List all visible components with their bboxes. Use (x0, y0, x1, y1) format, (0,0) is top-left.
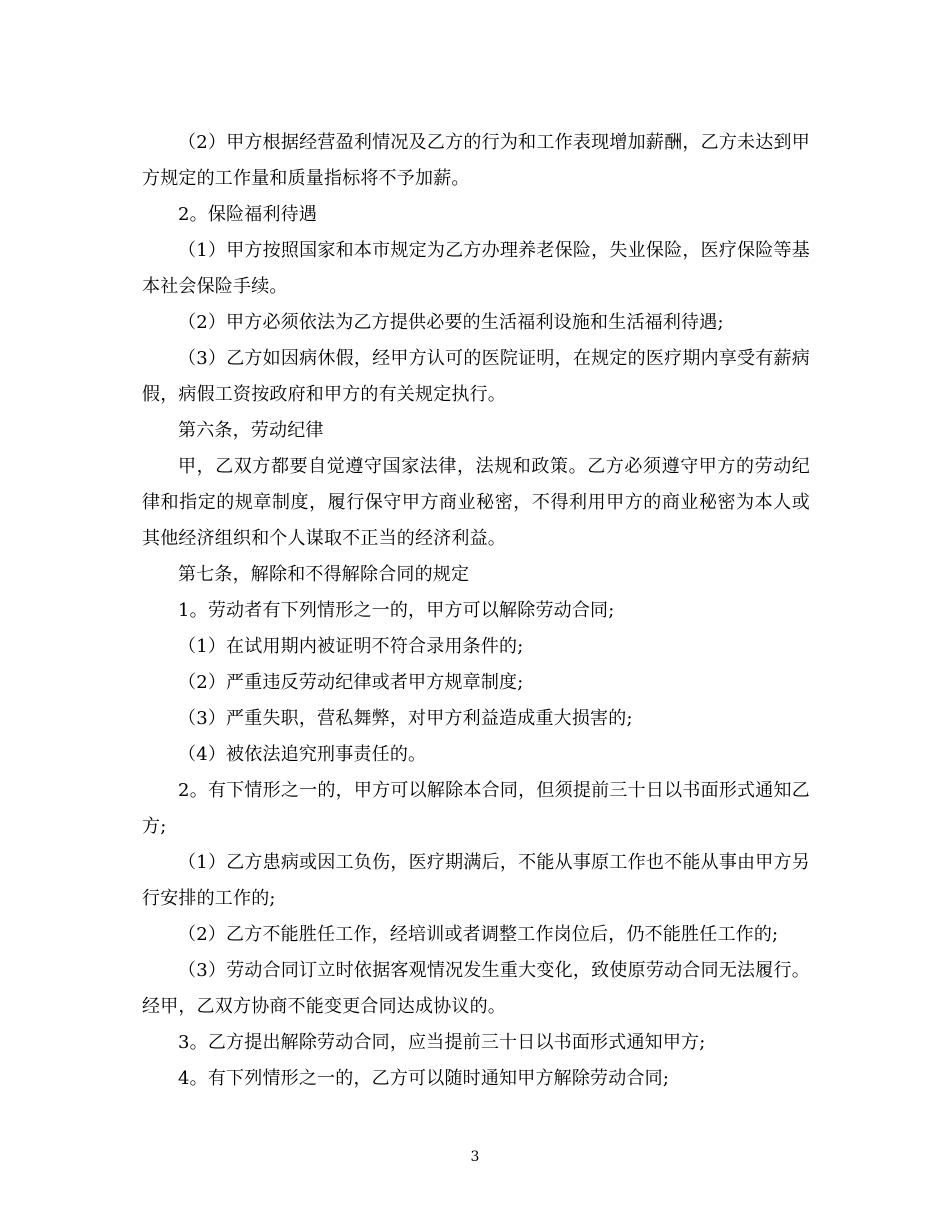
list-item-discipline-violation: （2）严重违反劳动纪律或者甲方规章制度; (178, 672, 524, 693)
list-item-incompetence: （2）乙方不能胜任工作，经培训或者调整工作岗位后，仍不能胜任工作的; (178, 924, 779, 945)
heading-article-six: 第六条，劳动纪律 (178, 420, 324, 441)
paragraph-welfare-facilities: （2）甲方必须依法为乙方提供必要的生活福利设施和生活福利待遇; (178, 312, 724, 333)
paragraph-employee-resignation: 3。乙方提出解除劳动合同，应当提前三十日以书面形式通知甲方; (178, 1032, 706, 1053)
list-item-illness-injury: （1）乙方患病或因工负伤，医疗期满后，不能从事原工作也不能从事由甲方另行安排的工作的; (142, 852, 810, 909)
page-number: 3 (470, 1149, 480, 1165)
paragraph-salary-increase: （2）甲方根据经营盈利情况及乙方的行为和工作表现增加薪酬，乙方未达到甲方规定的工作量和质量指标将不予加薪。 (142, 132, 810, 189)
list-item-circumstance-change: （3）劳动合同订立时依据客观情况发生重大变化，致使原劳动合同无法履行。经甲，乙双方协商不能变更合同达成协议的。 (142, 960, 810, 1017)
paragraph-termination-conditions: 1。劳动者有下列情形之一的，甲方可以解除劳动合同; (178, 600, 615, 621)
list-item-criminal-liability: （4）被依法追究刑事责任的。 (178, 744, 427, 765)
document-body (142, 125, 810, 1097)
list-item-misconduct: （3）严重失职，营私舞弊，对甲方利益造成重大损害的; (178, 708, 633, 729)
heading-insurance-benefits: 2。保险福利待遇 (178, 204, 318, 225)
paragraph-sick-leave: （3）乙方如因病休假，经甲方认可的医院证明，在规定的医疗期内享受有薪病假，病假工资按政府和甲方的有关规定执行。 (142, 348, 810, 405)
paragraph-social-insurance: （1）甲方按照国家和本市规定为乙方办理养老保险，失业保险，医疗保险等基本社会保险手续。 (142, 240, 810, 297)
heading-article-seven: 第七条，解除和不得解除合同的规定 (178, 564, 470, 585)
paragraph-labor-discipline: 甲，乙双方都要自觉遵守国家法律，法规和政策。乙方必须遵守甲方的劳动纪律和指定的规章制度，履行保守甲方商业秘密，不得利用甲方的商业秘密为本人或其他经济组织和个人谋取不正当的经济利益。 (142, 456, 810, 549)
paragraph-notice-termination: 2。有下情形之一的，甲方可以解除本合同，但须提前三十日以书面形式通知乙方; (142, 780, 810, 837)
list-item-probation: （1）在试用期内被证明不符合录用条件的; (178, 636, 524, 657)
paragraph-immediate-termination: 4。有下列情形之一的，乙方可以随时通知甲方解除劳动合同; (178, 1068, 670, 1089)
